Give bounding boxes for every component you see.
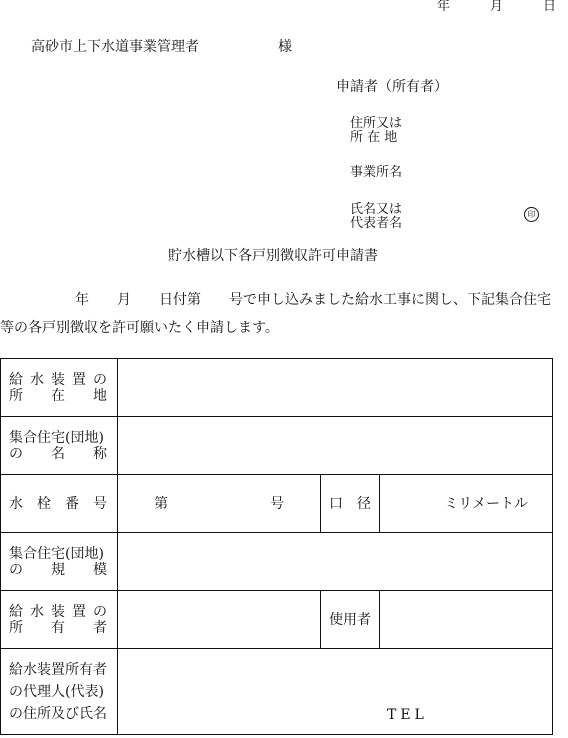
char: の	[9, 445, 23, 462]
char: 地	[93, 387, 107, 404]
table-row-housing-name	[1, 417, 553, 475]
body-line-2: 等の各戸別徴収を許可願いたく申請します。	[0, 320, 279, 336]
char: 栓	[37, 495, 51, 512]
char: 号	[93, 495, 107, 512]
char: の	[93, 371, 107, 388]
label-user: 使用者	[321, 591, 380, 649]
name-label	[350, 203, 402, 231]
label-agent	[1, 649, 118, 735]
date-day: 日	[543, 0, 557, 14]
table-row-location	[1, 359, 553, 417]
application-form-table	[0, 358, 553, 735]
value-location-field[interactable]	[118, 359, 553, 417]
label-owner	[1, 591, 118, 649]
label-housing-name	[1, 417, 118, 475]
char: 規	[51, 561, 65, 578]
address-label-line1: 住所又は	[350, 116, 403, 131]
char: 置	[72, 371, 86, 388]
applicant-heading: 申請者（所有者）	[336, 79, 448, 95]
char: 水	[30, 371, 44, 388]
value-tap-number-field[interactable]	[118, 475, 321, 533]
char: 所	[9, 619, 23, 636]
tel-label: TEL	[387, 707, 428, 723]
label-agent-line1: 給水装置所有者	[9, 661, 107, 678]
table-row-owner	[1, 591, 553, 649]
tap-number-prefix: 第	[154, 495, 168, 512]
char: 水	[9, 495, 23, 512]
char: 模	[93, 561, 107, 578]
table-row-tap-number	[1, 475, 553, 533]
value-housing-scale-field[interactable]	[118, 533, 553, 591]
name-label-line1: 氏名又は	[350, 202, 403, 217]
value-owner-field[interactable]	[118, 591, 321, 649]
label-location	[1, 359, 118, 417]
value-user-field[interactable]	[380, 591, 553, 649]
date-line	[437, 0, 556, 13]
label-agent-line3: の住所及び氏名	[9, 705, 107, 722]
name-label-line2: 代表者名	[350, 216, 403, 231]
char: 水	[30, 603, 44, 620]
document-title: 貯水槽以下各戸別徴収許可申請書	[168, 248, 378, 264]
char: 給	[9, 603, 23, 620]
label-housing-line1: 集合住宅(団地)	[9, 429, 104, 446]
value-diameter-field[interactable]	[380, 475, 553, 533]
char: 給	[9, 371, 23, 388]
addressee: 高砂市上下水道事業管理者	[31, 39, 199, 55]
seal-mark: 印	[524, 207, 539, 222]
date-year: 年	[437, 0, 451, 14]
table-row-housing-scale	[1, 533, 553, 591]
char: の	[93, 603, 107, 620]
label-scale-line1: 集合住宅(団地)	[9, 545, 104, 562]
tap-number-suffix: 号	[270, 495, 284, 512]
label-housing-scale	[1, 533, 118, 591]
char: 在	[51, 387, 65, 404]
label-diameter: 口 径	[321, 475, 380, 533]
table-row-agent	[1, 649, 553, 735]
address-label-line2: 所 在 地	[350, 130, 398, 145]
label-agent-line2: の代理人(代表)	[9, 683, 104, 700]
char: 所	[9, 387, 23, 404]
address-label	[350, 117, 402, 145]
office-label: 事業所名	[350, 165, 403, 180]
char: 置	[72, 603, 86, 620]
char: 装	[51, 603, 65, 620]
char: 装	[51, 371, 65, 388]
value-agent-field[interactable]	[118, 649, 553, 735]
value-housing-name-field[interactable]	[118, 417, 553, 475]
char: 番	[65, 495, 79, 512]
char: 称	[93, 445, 107, 462]
char: の	[9, 561, 23, 578]
char: 有	[51, 619, 65, 636]
label-tap-number	[1, 475, 118, 533]
char: 者	[93, 619, 107, 636]
date-month: 月	[490, 0, 504, 14]
body-line-1: 年 月 日付第 号で申し込みました給水工事に関し、下記集合住宅	[75, 292, 551, 308]
diameter-unit: ミリメートル	[444, 495, 529, 512]
char: 名	[51, 445, 65, 462]
honorific: 様	[278, 39, 292, 55]
